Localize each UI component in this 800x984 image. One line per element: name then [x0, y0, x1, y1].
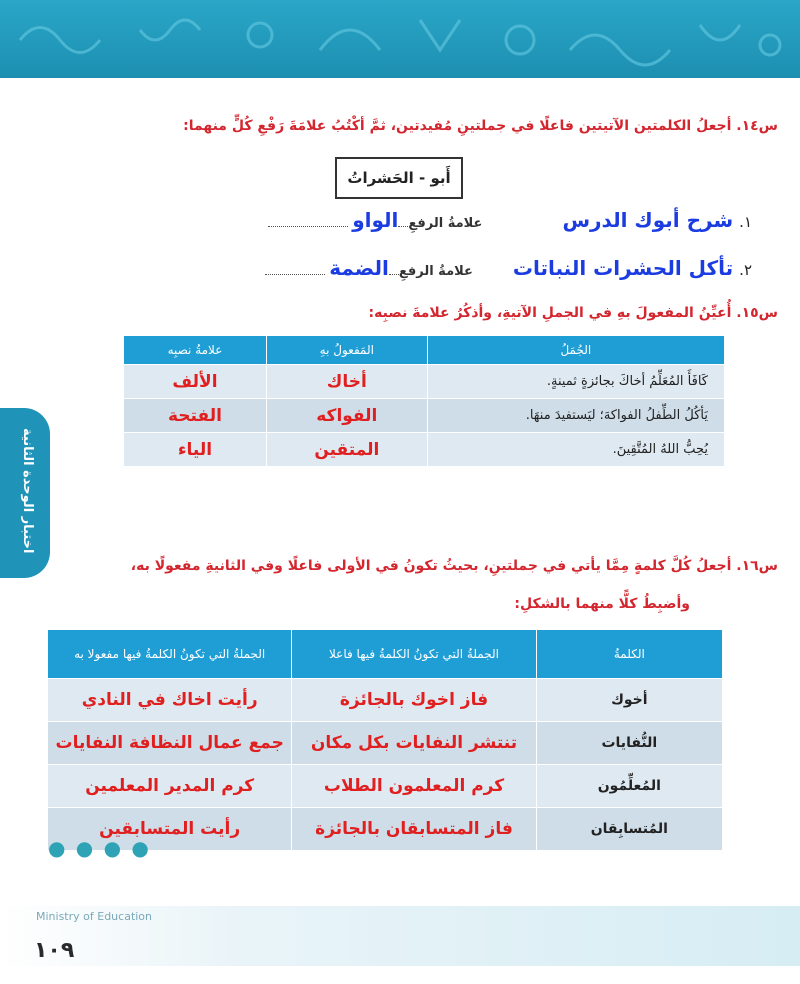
q16-subject-sentence: كرم المعلمون الطلاب: [292, 765, 536, 808]
q16-header-subject: الجملةُ التي تكونُ الكلمةُ فيها فاعلا: [292, 630, 536, 679]
q15-header-sentence: الجُمَلُ: [427, 336, 724, 365]
table-row: [48, 722, 723, 765]
q14-item-1-num: ١.: [739, 213, 752, 231]
q14-item-1-mark: الواو: [352, 208, 399, 232]
q14-prompt: س١٤. أجعلُ الكلمتين الآتيتين فاعلًا في جملتينِ مُفيدتين، ثمَّ أكْتُبُ علامَةَ رَفْعِ كُلٍّ منهما:: [183, 118, 778, 134]
q14-item-1-sentence: شرح أبوك الدرس: [562, 208, 734, 232]
q16-word: النُّفايات: [536, 722, 722, 765]
q15-header-mark: علامةُ نصبِه: [124, 336, 267, 365]
q16-prompt-line1: س١٦. أجعلُ كُلَّ كلمةٍ مِمَّا يأتي في جملتينِ، بحيثُ تكونُ في الأولى فاعلًا وفي الثانيةِ مفعولًا به،: [130, 558, 778, 574]
q15-object: أخاك: [266, 365, 427, 399]
q15-object: المتقين: [266, 433, 427, 467]
q16-subject-sentence: تنتشر النفايات بكل مكان: [292, 722, 536, 765]
q15-mark: الياء: [124, 433, 267, 467]
table-row: [124, 433, 725, 467]
q16-object-sentence: جمع عمال النظافة النفايات: [48, 722, 292, 765]
q15-sentence: يُحِبُّ اللهُ المُتَّقِينَ.: [427, 433, 724, 467]
q16-word: المُعلِّمُون: [536, 765, 722, 808]
q15-mark: الفتحة: [124, 399, 267, 433]
q15-mark: الألف: [124, 365, 267, 399]
q14-words-box: أَبو - الحَشراتُ: [335, 157, 463, 199]
banner-decoration: [0, 0, 800, 78]
q16-table: [47, 629, 723, 851]
q15-sentence: يَأكُلُ الطِّفلُ الفواكهَ؛ ليَستفيدَ منهَا.: [427, 399, 724, 433]
side-tab-label: اختبار الوحدة الثانية: [20, 428, 35, 554]
table-row: [124, 365, 725, 399]
decorative-dots: ● ● ● ●: [48, 836, 151, 860]
page-number: ١٠٩: [34, 938, 75, 963]
q16-word: المُتسابِقان: [536, 808, 722, 851]
q16-object-sentence: كرم المدير المعلمين: [48, 765, 292, 808]
q15-table: [123, 335, 725, 467]
q14-item-2-mark: الضمة: [329, 256, 389, 280]
q16-object-sentence: رأيت المتسابقين: [48, 808, 292, 851]
q15-header-object: المَفعولُ بهِ: [266, 336, 427, 365]
q14-item-2-sentence: تأكل الحشرات النباتات: [512, 256, 734, 280]
q14-item-2: [265, 256, 752, 280]
q16-subject-sentence: فاز المتسابقان بالجائزة: [292, 808, 536, 851]
table-row: [124, 399, 725, 433]
q16-object-sentence: رأيت اخاك في النادي: [48, 679, 292, 722]
q16-header-object: الجملةُ التي تكونُ الكلمةُ فيها مفعولا به: [48, 630, 292, 679]
q14-item-2-num: ٢.: [739, 261, 752, 279]
ministry-logo-text: Ministry of Education: [36, 910, 153, 923]
q16-word: أخوك: [536, 679, 722, 722]
q16-prompt-line2: وأضبِطُ كلًّا منهما بالشكلِ:: [514, 596, 690, 612]
q14-item-1: [268, 208, 752, 232]
q15-object: الفواكه: [266, 399, 427, 433]
q16-header-word: الكلمةُ: [536, 630, 722, 679]
q15-prompt: س١٥. أُعيِّنُ المفعولَ بهِ في الجملِ الآتيةِ، وأذكُرُ علامةَ نصبِه:: [368, 305, 778, 321]
q16-subject-sentence: فاز اخوك بالجائزة: [292, 679, 536, 722]
table-row: [48, 679, 723, 722]
q15-sentence: كَافَأَ المُعَلِّمُ أخاكَ بجائزةٍ ثمينةٍ.: [427, 365, 724, 399]
q14-item-2-mark-label: علامةُ الرفعِ: [398, 264, 473, 279]
q14-item-1-mark-label: علامةُ الرفعِ: [408, 216, 483, 231]
table-row: [48, 765, 723, 808]
